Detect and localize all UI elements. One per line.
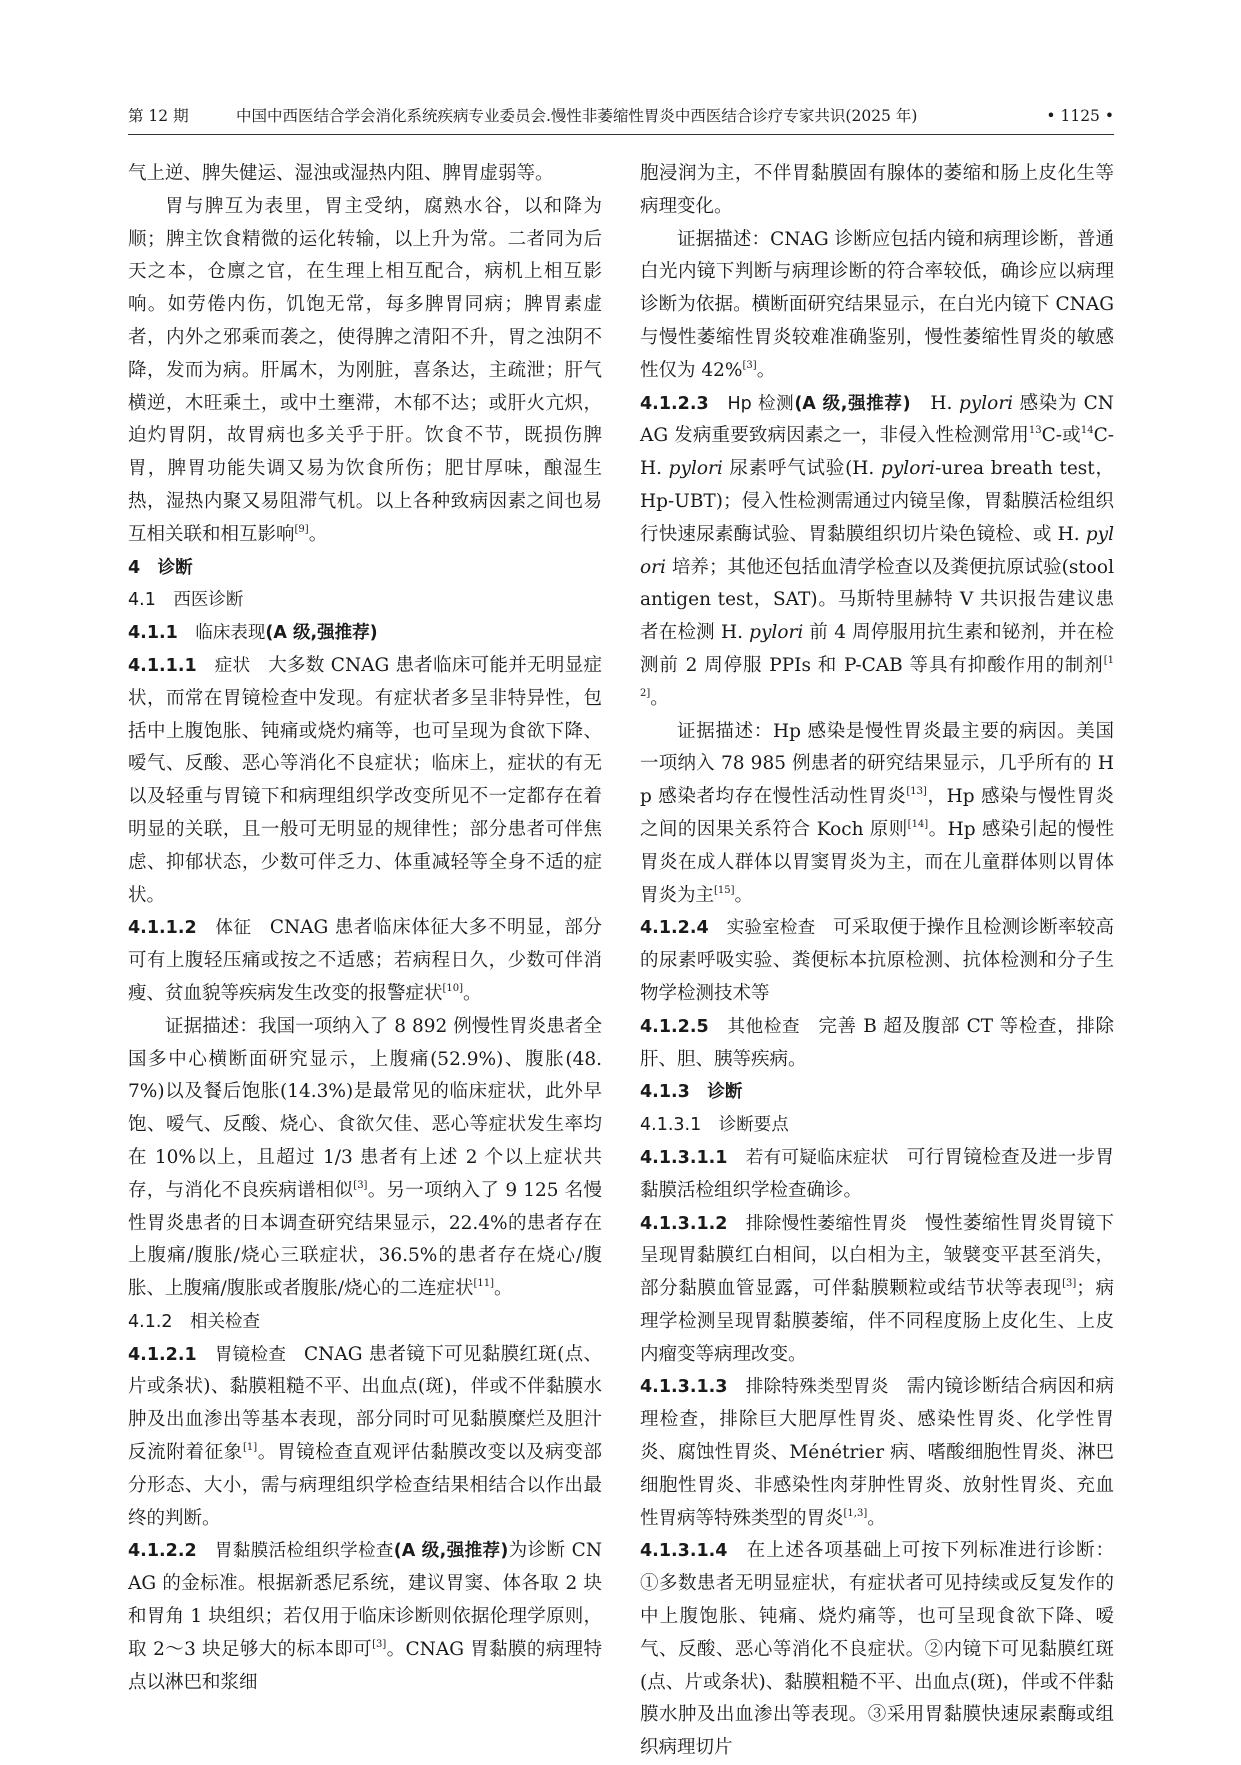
citation[interactable]: [3] xyxy=(742,359,757,371)
citation[interactable]: [10] xyxy=(442,982,464,994)
paragraph: 证据描述：Hp 感染是慢性胃炎最主要的病因。美国一项纳入 78 985 例患者的研究结果显示，几乎所有的 Hp 感染者均存在慢性活动性胃炎[13]，Hp 感染与慢性胃炎之间的因果关系符合 Koch 原则[14]。Hp 感染引起的慢性胃炎在成人群体以胃窦胃炎为主，而在儿童群体则以胃体胃炎为主[15]。 xyxy=(640,720,1114,906)
section-heading-4: 4 诊断 xyxy=(128,557,193,578)
paragraph: 证据描述：我国一项纳入了 8 892 例慢性胃炎患者全国多中心横断面研究显示，上腹痛(52.9%)、腹胀(48.7%)以及餐后饱胀(14.3%)是最常见的临床症状，此外早饱、嗳气、反酸、烧心、食欲欠佳、恶心等症状发生率均在 10%以上，且超过 1/3 患者有上述 2 个以上症状共存，与消化不良疾病谱相似[3]。另一项纳入了 9 125 名慢性胃炎患者的日本调查研究结果显示，22.4%的患者存在上腹痛/腹胀/烧心三联症状，36.5%的患者存在烧心/腹胀、上腹痛/腹胀或者腹胀/烧心的二连症状[11]。 xyxy=(128,1015,602,1300)
section-heading-4-1: 4.1 西医诊断 xyxy=(128,590,244,611)
section-heading-4-1-1: 4.1.1 临床表现(A 级,强推荐) xyxy=(128,623,378,644)
section-heading-4-1-2: 4.1.2 相关检查 xyxy=(128,1311,261,1332)
journal-article-title: 中国中西医结合学会消化系统疾病专业委员会.慢性非萎缩性胃炎中西医结合诊疗专家共识(2025 年) xyxy=(236,107,918,125)
paragraph: 4.1.2.4 实验室检查 可采取便于操作且检测诊断率较高的尿素呼吸实验、粪便标本抗原检测、抗体检测和分子生物学检测技术等 xyxy=(640,917,1114,1004)
citation[interactable]: [11] xyxy=(473,1278,494,1290)
running-header xyxy=(128,103,1114,129)
citation[interactable]: [3] xyxy=(353,1179,368,1191)
issue-number: 第 12 期 xyxy=(128,107,189,125)
paragraph: 胞浸润为主，不伴胃黏膜固有腺体的萎缩和肠上皮化生等病理变化。 xyxy=(640,163,1114,217)
citation[interactable]: [3] xyxy=(372,1638,387,1650)
paragraph: 4.1.1.1 症状 大多数 CNAG 患者临床可能并无明显症状，而常在胃镜检查中发现。有症状者多呈非特异性，包括中上腹饱胀、钝痛或烧灼痛等，也可呈现为食欲下降、嗳气、反酸、恶心等消化不良症状；临床上，症状的有无以及轻重与胃镜下和病理组织学改变所见不一定都存在着明显的关联，且一般可无明显的规律性；部分患者可伴焦虑、抑郁状态，少数可伴乏力、体重减轻等全身不适的症状。 xyxy=(128,654,603,906)
paragraph: 4.1.2.2 胃黏膜活检组织学检查(A 级,强推荐)为诊断 CNAG 的金标准。根据新悉尼系统，建议胃窦、体各取 2 块和胃角 1 块组织；若仅用于临床诊断则依据伦理学原则，取 2～3 块足够大的标本即可[3]。CNAG 胃黏膜的病理特点以淋巴和浆细 xyxy=(128,1540,603,1693)
section-heading-4-1-3-1: 4.1.3.1 诊断要点 xyxy=(640,1115,789,1136)
paragraph: 4.1.2.5 其他检查 完善 B 超及腹部 CT 等检查，排除肝、胆、胰等疾病。 xyxy=(640,1015,1115,1070)
citation[interactable]: [15] xyxy=(714,884,735,896)
section-heading-4-1-3: 4.1.3 诊断 xyxy=(640,1082,743,1103)
citation[interactable]: [14] xyxy=(907,818,929,830)
header-rule xyxy=(128,134,1114,135)
left-column xyxy=(128,158,602,1699)
right-column xyxy=(640,158,1114,1765)
paragraph: 4.1.3.1.2 排除慢性萎缩性胃炎 慢性萎缩性胃炎胃镜下呈现胃黏膜红白相间，以白相为主，皱襞变平甚至消失，部分黏膜血管显露，可伴黏膜颗粒或结节状等表现[3]；病理学检测呈现胃黏膜萎缩，伴不同程度肠上皮化生、上皮内瘤变等病理改变。 xyxy=(640,1212,1114,1365)
paragraph: 4.1.3.1.4 在上述各项基础上可按下列标准进行诊断：①多数患者无明显症状，有症状者可见持续或反复发作的中上腹饱胀、钝痛、烧灼痛等，也可呈现食欲下降、嗳气、反酸、恶心等消化不良症状。②内镜下可见黏膜红斑(点、片或条状)、黏膜粗糙不平、出血点(斑)，伴或不伴黏膜水肿及出血渗出等表现。③采用胃黏膜快速尿素酶或组织病理切片 xyxy=(640,1540,1114,1759)
citation[interactable]: [3] xyxy=(1062,1278,1077,1290)
paragraph: 4.1.3.1.1 若有可疑临床症状 可行胃镜检查及进一步胃黏膜活检组织学检查确诊。 xyxy=(640,1146,1114,1201)
citation[interactable]: [12] xyxy=(640,654,1114,699)
page-number: • 1125 • xyxy=(1046,107,1114,125)
paragraph: 4.1.3.1.3 排除特殊类型胃炎 需内镜诊断结合病因和病理检查，排除巨大肥厚性胃炎、感染性胃炎、化学性胃炎、腐蚀性胃炎、Ménétrier 病、嗜酸细胞性胃炎、淋巴细胞性胃炎、非感染性肉芽肿性胃炎、放射性胃炎、充血性胃病等特殊类型的胃炎[1,3]。 xyxy=(640,1376,1114,1529)
paragraph: 证据描述：CNAG 诊断应包括内镜和病理诊断，普通白光内镜下判断与病理诊断的符合率较低，确诊应以病理诊断为依据。横断面研究结果显示，在白光内镜下 CNAG 与慢性萎缩性胃炎较难准确鉴别，慢性萎缩性胃炎的敏感性仅为 42%[3]。 xyxy=(640,228,1114,381)
citation[interactable]: [1] xyxy=(242,1442,258,1454)
citation[interactable]: [1,3] xyxy=(843,1507,868,1519)
paragraph: 4.1.2.1 胃镜检查 CNAG 患者镜下可见黏膜红斑(点、片或条状)、黏膜粗糙不平、出血点(斑)，伴或不伴黏膜水肿及出血渗出等基本表现，部分同时可见黏膜糜烂及胆汁反流附着征象[1]。胃镜检查直观评估黏膜改变以及病变部分形态、大小，需与病理组织学检查结果相结合以作出最终的判断。 xyxy=(128,1343,602,1529)
paragraph: 胃与脾互为表里，胃主受纳，腐熟水谷，以和降为顺；脾主饮食精微的运化转输，以上升为常。二者同为后天之本，仓廪之官，在生理上相互配合，病机上相互影响。如劳倦内伤，饥饱无常，每多脾胃同病；脾胃素虚者，内外之邪乘而袭之，使得脾之清阳不升，胃之浊阴不降，发而为病。肝属木，为刚脏，喜条达，主疏泄；肝气横逆，木旺乘土，或中土壅滞，木郁不达；或肝火亢炽，迫灼胃阴，故胃病也多关乎于肝。饮食不节，既损伤脾胃，脾胃功能失调又易为饮食所伤；肥甘厚味，酿湿生热，湿热内聚又易阻滞气机。以上各种致病因素之间也易互相关联和相互影响[9]。 xyxy=(128,195,602,545)
paragraph: 气上逆、脾失健运、湿浊或湿热内阻、脾胃虚弱等。 xyxy=(128,163,554,184)
paragraph: 4.1.2.3 Hp 检测(A 级,强推荐) H. pylori 感染为 CNAG 发病重要致病因素之一，非侵入性检测常用$^{13}$C-或$^{14}$C-H. pylori 尿素呼气试验(H. pylori-urea breath test，Hp-UBT)；侵入性检测需通过内镜呈像，胃黏膜活检组织行快速尿素酶试验、胃黏膜组织切片染色镜检、或 H. pylori 培养；其他还包括血清学检查以及粪便抗原试验(stool antigen test，SAT)。马斯特里赫特 V 共识报告建议患者在检测 H. pylori 前 4 周停服用抗生素和铋剂，并在检测前 2 周停服 PPIs 和 P-CAB 等具有抑酸作用的制剂[12]。 xyxy=(640,392,1114,709)
citation[interactable]: [9] xyxy=(294,523,309,535)
citation[interactable]: [13] xyxy=(906,786,927,798)
paragraph: 4.1.1.2 体征 CNAG 患者临床体征大多不明显，部分可有上腹轻压痛或按之不适感；若病程日久，少数可伴消瘦、贫血貌等疾病发生改变的报警症状[10]。 xyxy=(128,917,602,1004)
